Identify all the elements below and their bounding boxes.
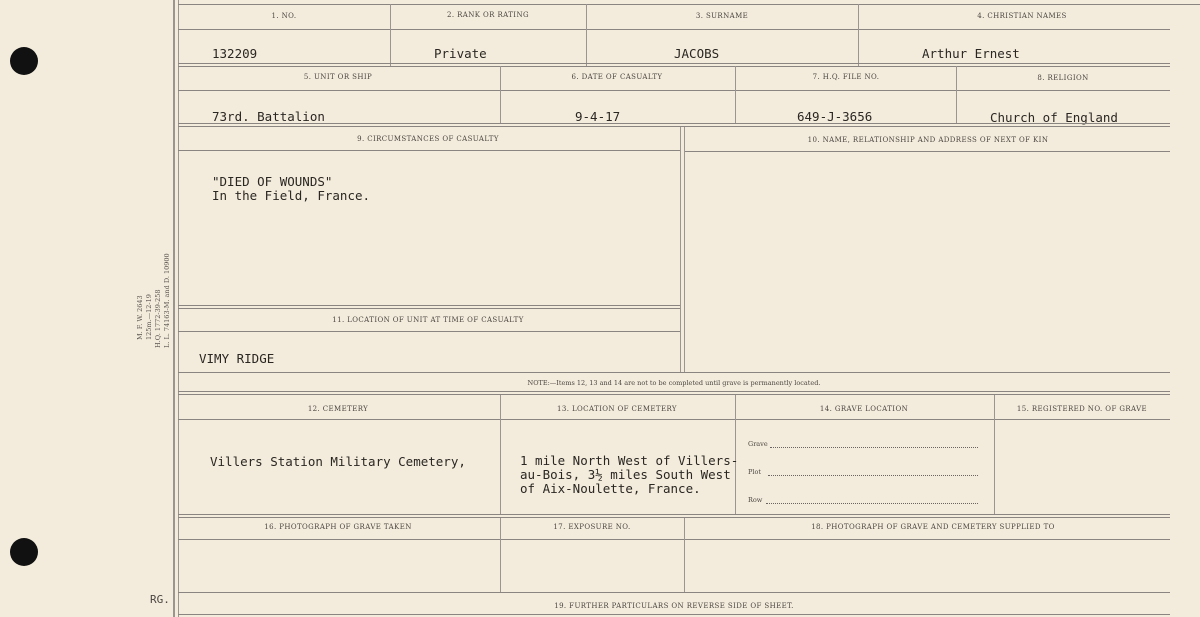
value-circumstances-2: In the Field, France. (212, 188, 371, 203)
label-no: 1. NO. (271, 12, 297, 20)
label-photo-taken: 16. PHOTOGRAPH OF GRAVE TAKEN (264, 523, 412, 531)
note-bottom (178, 391, 1170, 395)
row5-div1 (500, 518, 501, 592)
label-photo-supplied: 18. PHOTOGRAPH OF GRAVE AND CEMETERY SUPPLIED TO (811, 523, 1055, 531)
row-label: Row (748, 496, 763, 504)
row1-div3 (858, 4, 859, 66)
row3-label-line-right (684, 151, 1170, 152)
row5-bottom (178, 592, 1170, 593)
row-dots (766, 503, 978, 504)
value-location-cemetery-2: au-Bois, 3½ miles South West (520, 467, 731, 482)
label-next-of-kin: 10. NAME, RELATIONSHIP AND ADDRESS OF NEXT OF KIN (807, 136, 1049, 144)
value-location-unit: VIMY RIDGE (199, 351, 275, 366)
value-date: 9-4-17 (575, 109, 621, 124)
rg-mark: RG. (150, 593, 170, 606)
punch-hole-top (10, 47, 38, 75)
row3-label-line-left (178, 150, 680, 151)
row1-bottom (178, 63, 1170, 67)
label-unit: 5. UNIT OR SHIP (303, 73, 373, 81)
label-circumstances: 9. CIRCUMSTANCES OF CASUALTY (357, 135, 499, 143)
row2-div2 (735, 66, 736, 124)
side-text-4: L. L. 74163-M. and D. 10900 (163, 253, 171, 348)
value-rank: Private (434, 46, 487, 61)
value-religion: Church of England (990, 110, 1118, 125)
value-hq-file: 649-J-3656 (797, 109, 873, 124)
label-further: 19. FURTHER PARTICULARS ON REVERSE SIDE OF SHEET. (554, 602, 794, 610)
label-religion: 8. RELIGION (1037, 74, 1089, 82)
grave-label: Grave (748, 440, 768, 448)
value-no: 132209 (212, 46, 258, 61)
label-christian-names: 4. CHRISTIAN NAMES (977, 12, 1067, 20)
plot-label: Plot (748, 468, 761, 476)
label-surname: 3. SURNAME (695, 12, 749, 20)
note-text: NOTE:—Items 12, 13 and 14 are not to be completed until grave is permanently located. (527, 379, 821, 387)
row1-div2 (586, 4, 587, 66)
row1-div1 (390, 4, 391, 66)
value-unit: 73rd. Battalion (212, 109, 325, 124)
side-text-1: M. F. W. 2643 (136, 295, 144, 340)
row2-div1 (500, 66, 501, 124)
row3-div (680, 127, 681, 372)
row3-bottom (178, 372, 1170, 373)
label-grave-location: 14. GRAVE LOCATION (819, 405, 909, 413)
value-surname: JACOBS (674, 46, 720, 61)
label-hq-file: 7. H.Q. FILE NO. (812, 73, 880, 81)
row4-div3 (994, 395, 995, 515)
row3-div-b (684, 127, 685, 372)
row6-bottom (178, 614, 1170, 615)
row1-top (178, 4, 1200, 5)
value-christian-names: Arthur Ernest (922, 46, 1020, 61)
row4-bottom (178, 514, 1170, 518)
row2-bottom (178, 123, 1170, 127)
value-location-cemetery-3: of Aix-Noulette, France. (520, 481, 701, 496)
row4-div1 (500, 395, 501, 515)
row4-label-line (178, 419, 1170, 420)
row3b-label-line (178, 331, 680, 332)
row2-div3 (956, 66, 957, 124)
label-cemetery: 12. CEMETERY (307, 405, 369, 413)
label-date: 6. DATE OF CASUALTY (571, 73, 663, 81)
label-exposure: 17. EXPOSURE NO. (553, 523, 631, 531)
label-location-cemetery: 13. LOCATION OF CEMETERY (557, 405, 677, 413)
frame-left (173, 0, 175, 617)
label-rank: 2. RANK OR RATING (447, 11, 529, 19)
grave-dots (770, 447, 978, 448)
row1-label-line (178, 29, 1170, 30)
plot-dots (768, 475, 978, 476)
side-text-3: H.Q. 1772-39-258 (154, 289, 162, 348)
value-circumstances-1: "DIED OF WOUNDS" (212, 174, 333, 189)
row3-mid (178, 305, 680, 309)
row5-div2 (684, 518, 685, 592)
row5-label-line (178, 539, 1170, 540)
side-text-2: 125m.—12-19 (145, 294, 153, 340)
punch-hole-bottom (10, 538, 38, 566)
row2-label-line (178, 90, 1170, 91)
label-registered-no: 15. REGISTERED NO. OF GRAVE (1016, 405, 1148, 413)
value-cemetery: Villers Station Military Cemetery, (210, 454, 466, 469)
label-location-unit: 11. LOCATION OF UNIT AT TIME OF CASUALTY (332, 316, 524, 324)
value-location-cemetery-1: 1 mile North West of Villers- (520, 453, 739, 468)
